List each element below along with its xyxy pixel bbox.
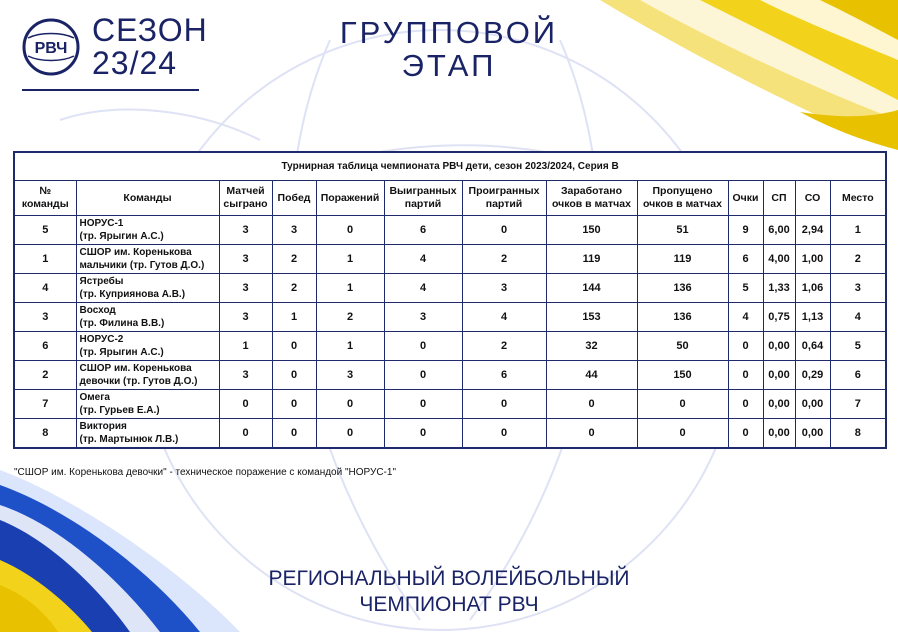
team-coach: (тр. Мартынюк Л.В.) [79, 434, 179, 445]
cell-place: 6 [830, 361, 886, 390]
cell-team [76, 390, 219, 419]
cell-so: 0,00 [795, 419, 830, 449]
cell-num: 7 [14, 390, 76, 419]
cell-wins: 0 [272, 332, 316, 361]
standings-table-wrapper [13, 151, 885, 449]
cell-points-scored: 119 [546, 245, 637, 274]
header-so [795, 181, 830, 216]
cell-team [76, 361, 219, 390]
cell-so: 1,06 [795, 274, 830, 303]
cell-losses: 1 [316, 332, 384, 361]
cell-place: 2 [830, 245, 886, 274]
team-name: НОРУС-2 [79, 334, 124, 345]
cell-played: 1 [219, 332, 272, 361]
header-line: СП [771, 191, 787, 204]
cell-points: 6 [728, 245, 763, 274]
cell-losses: 1 [316, 274, 384, 303]
team-name: Ястребы [79, 276, 124, 287]
cell-losses: 2 [316, 303, 384, 332]
header-points [728, 181, 763, 216]
cell-sets-lost: 0 [462, 390, 546, 419]
championship-line1: РЕГИОНАЛЬНЫЙ ВОЛЕЙБОЛЬНЫЙ [268, 567, 630, 590]
cell-num: 5 [14, 216, 76, 245]
header-line: очков в матчах [552, 198, 631, 210]
cell-team [76, 245, 219, 274]
stage-line1: ГРУППОВОЙ [339, 15, 559, 50]
cell-sets-lost: 2 [462, 245, 546, 274]
season-line2: 23/24 [92, 45, 178, 81]
cell-points: 0 [728, 332, 763, 361]
cell-points-scored: 150 [546, 216, 637, 245]
cell-sp: 0,00 [763, 419, 795, 449]
cell-points-scored: 44 [546, 361, 637, 390]
cell-points: 0 [728, 419, 763, 449]
cell-wins: 0 [272, 390, 316, 419]
header-team [76, 181, 219, 216]
cell-points-conceded: 136 [637, 274, 728, 303]
cell-sets-won: 0 [384, 332, 462, 361]
team-coach: (тр. Ярыгин А.С.) [79, 347, 164, 358]
team-coach: мальчики (тр. Гутов Д.О.) [79, 260, 205, 271]
cell-place: 7 [830, 390, 886, 419]
rvch-logo [22, 18, 80, 76]
cell-sets-won: 6 [384, 216, 462, 245]
header-line: Заработано [560, 185, 623, 197]
cell-played: 0 [219, 390, 272, 419]
table-row [14, 274, 886, 303]
header-sets-won [384, 181, 462, 216]
team-name: СШОР им. Коренькова [79, 363, 192, 374]
cell-sp: 4,00 [763, 245, 795, 274]
cell-played: 3 [219, 274, 272, 303]
cell-wins: 0 [272, 361, 316, 390]
header-line: Место [841, 191, 874, 204]
table-row [14, 332, 886, 361]
cell-points-conceded: 0 [637, 390, 728, 419]
header-line: Побед [277, 191, 311, 204]
header-line: команды [21, 198, 69, 210]
cell-so: 0,00 [795, 390, 830, 419]
cell-points-scored: 144 [546, 274, 637, 303]
stage-line2: ЭТАП [401, 48, 497, 83]
header-line: Проигранных [468, 185, 540, 197]
cell-sp: 1,33 [763, 274, 795, 303]
header-line: очков в матчах [643, 198, 722, 210]
cell-so: 0,64 [795, 332, 830, 361]
cell-wins: 2 [272, 245, 316, 274]
header-line: № [39, 185, 52, 197]
cell-place: 5 [830, 332, 886, 361]
header-line: партий [485, 198, 523, 210]
header-line: СО [804, 191, 821, 204]
cell-num: 6 [14, 332, 76, 361]
cell-so: 1,13 [795, 303, 830, 332]
cell-wins: 1 [272, 303, 316, 332]
cell-points: 4 [728, 303, 763, 332]
cell-team [76, 419, 219, 449]
logo-text: РВЧ [34, 40, 68, 57]
cell-losses: 3 [316, 361, 384, 390]
team-coach: (тр. Куприянова А.В.) [79, 289, 186, 300]
team-name: НОРУС-1 [79, 218, 124, 229]
cell-points-scored: 32 [546, 332, 637, 361]
header-losses [316, 181, 384, 216]
cell-points-conceded: 150 [637, 361, 728, 390]
cell-team [76, 216, 219, 245]
cell-points: 9 [728, 216, 763, 245]
header-line: Пропущено [652, 185, 713, 197]
header-line: Команды [123, 191, 172, 204]
header-place [830, 181, 886, 216]
cell-sets-lost: 4 [462, 303, 546, 332]
cell-points-conceded: 51 [637, 216, 728, 245]
table-row [14, 216, 886, 245]
cell-wins: 2 [272, 274, 316, 303]
table-row [14, 390, 886, 419]
cell-losses: 0 [316, 419, 384, 449]
cell-team [76, 274, 219, 303]
cell-losses: 0 [316, 390, 384, 419]
cell-points: 0 [728, 361, 763, 390]
cell-team [76, 303, 219, 332]
header-wins [272, 181, 316, 216]
cell-so: 1,00 [795, 245, 830, 274]
cell-so: 0,29 [795, 361, 830, 390]
cell-sets-won: 4 [384, 245, 462, 274]
table-row [14, 361, 886, 390]
cell-sets-won: 4 [384, 274, 462, 303]
cell-points-scored: 153 [546, 303, 637, 332]
cell-place: 4 [830, 303, 886, 332]
header-line: партий [404, 198, 442, 210]
header-played [219, 181, 272, 216]
team-name: Восход [79, 305, 116, 316]
cell-losses: 1 [316, 245, 384, 274]
stage-title [320, 16, 578, 82]
header-line: Матчей [226, 185, 265, 197]
header-line: Очки [732, 191, 759, 204]
team-name: Омега [79, 392, 110, 403]
cell-team [76, 332, 219, 361]
header-line: Выигранных [389, 185, 457, 197]
cell-so: 2,94 [795, 216, 830, 245]
standings-table [13, 151, 887, 449]
header-points-scored [546, 181, 637, 216]
table-footnote: "СШОР им. Коренькова девочки" - техническое поражение с командой "НОРУС-1" [14, 467, 396, 478]
cell-num: 8 [14, 419, 76, 449]
cell-sets-won: 3 [384, 303, 462, 332]
cell-points-scored: 0 [546, 390, 637, 419]
cell-sp: 0,75 [763, 303, 795, 332]
cell-sets-won: 0 [384, 361, 462, 390]
cell-losses: 0 [316, 216, 384, 245]
cell-sp: 0,00 [763, 390, 795, 419]
header-sp [763, 181, 795, 216]
table-header-row [14, 181, 886, 216]
cell-num: 4 [14, 274, 76, 303]
team-coach: (тр. Филина В.В.) [79, 318, 165, 329]
cell-wins: 3 [272, 216, 316, 245]
cell-sp: 6,00 [763, 216, 795, 245]
cell-played: 3 [219, 245, 272, 274]
header-sets-lost [462, 181, 546, 216]
cell-num: 3 [14, 303, 76, 332]
season-line1: СЕЗОН [92, 12, 208, 48]
team-coach: (тр. Ярыгин А.С.) [79, 231, 164, 242]
header-points-conceded [637, 181, 728, 216]
header-line: Поражений [320, 191, 380, 204]
table-row [14, 419, 886, 449]
cell-played: 3 [219, 216, 272, 245]
cell-points: 5 [728, 274, 763, 303]
cell-points-conceded: 50 [637, 332, 728, 361]
header-num [14, 181, 76, 216]
table-title: Турнирная таблица чемпионата РВЧ дети, сезон 2023/2024, Серия В [14, 152, 886, 181]
cell-place: 8 [830, 419, 886, 449]
cell-num: 1 [14, 245, 76, 274]
season-underline [22, 89, 199, 91]
cell-played: 0 [219, 419, 272, 449]
cell-sets-lost: 6 [462, 361, 546, 390]
cell-points-conceded: 119 [637, 245, 728, 274]
cell-sets-lost: 2 [462, 332, 546, 361]
table-row [14, 303, 886, 332]
table-body [14, 216, 886, 449]
team-name: СШОР им. Коренькова [79, 247, 192, 258]
team-name: Виктория [79, 421, 127, 432]
cell-played: 3 [219, 361, 272, 390]
cell-wins: 0 [272, 419, 316, 449]
cell-sets-lost: 0 [462, 419, 546, 449]
cell-sets-won: 0 [384, 419, 462, 449]
header-line: сыграно [223, 198, 268, 210]
championship-line2: ЧЕМПИОНАТ РВЧ [359, 593, 539, 616]
cell-played: 3 [219, 303, 272, 332]
cell-sp: 0,00 [763, 361, 795, 390]
cell-place: 1 [830, 216, 886, 245]
cell-sets-won: 0 [384, 390, 462, 419]
cell-sp: 0,00 [763, 332, 795, 361]
cell-num: 2 [14, 361, 76, 390]
season-label [92, 14, 208, 80]
championship-title [250, 566, 648, 618]
cell-sets-lost: 0 [462, 216, 546, 245]
cell-points-scored: 0 [546, 419, 637, 449]
cell-points-conceded: 136 [637, 303, 728, 332]
cell-sets-lost: 3 [462, 274, 546, 303]
table-row [14, 245, 886, 274]
cell-place: 3 [830, 274, 886, 303]
team-coach: девочки (тр. Гутов Д.О.) [79, 376, 198, 387]
cell-points: 0 [728, 390, 763, 419]
team-coach: (тр. Гурьев Е.А.) [79, 405, 160, 416]
cell-points-conceded: 0 [637, 419, 728, 449]
